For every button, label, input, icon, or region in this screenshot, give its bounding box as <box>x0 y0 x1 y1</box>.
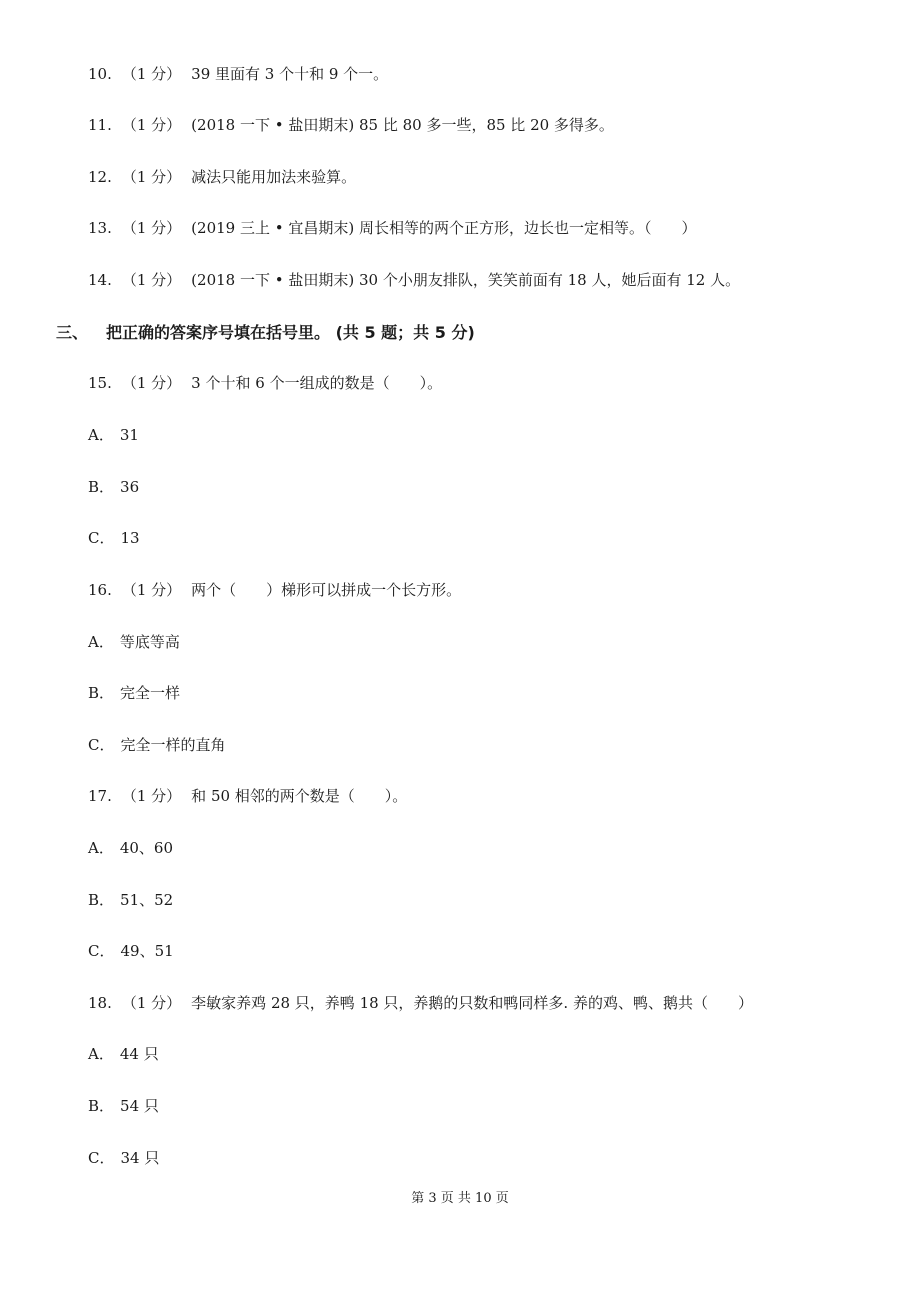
option-16-c <box>88 735 226 755</box>
option-text: 49、51 <box>120 942 174 960</box>
question-14 <box>88 270 740 290</box>
section-heading <box>56 322 475 344</box>
option-letter: A． <box>88 426 114 444</box>
option-letter: A． <box>88 1045 114 1063</box>
option-18-b <box>88 1096 159 1116</box>
option-letter: B． <box>88 1097 115 1115</box>
question-score: （1 分） <box>121 65 182 83</box>
question-number: 13. <box>88 219 112 237</box>
question-score: （1 分） <box>121 219 182 237</box>
question-score: （1 分） <box>121 374 182 392</box>
question-number: 17. <box>88 787 112 805</box>
question-text: (2018 一下 • 盐田期末) 30 个小朋友排队，笑笑前面有 18 人，她后面有 12 人。 <box>191 271 741 289</box>
option-letter: C． <box>88 1149 115 1167</box>
question-text: 减法只能用加法来验算。 <box>191 168 357 186</box>
question-text: (2019 三上 • 宜昌期末) 周长相等的两个正方形，边长也一定相等。（ ） <box>191 219 697 237</box>
question-text: 两个（ ）梯形可以拼成一个长方形。 <box>191 581 462 599</box>
option-15-a <box>88 425 139 445</box>
option-17-a <box>88 838 173 858</box>
question-number: 11. <box>88 116 112 134</box>
question-12 <box>88 167 356 187</box>
option-17-b <box>88 890 173 910</box>
option-letter: C． <box>88 942 115 960</box>
option-18-a <box>88 1044 159 1064</box>
option-letter: B． <box>88 478 115 496</box>
question-score: （1 分） <box>121 787 182 805</box>
question-score: （1 分） <box>121 168 182 186</box>
question-10 <box>88 64 388 84</box>
question-number: 10. <box>88 65 112 83</box>
question-text: 和 50 相邻的两个数是（ ）。 <box>191 787 408 805</box>
section-number: 三、 <box>56 323 89 342</box>
option-18-c <box>88 1148 159 1168</box>
question-number: 14. <box>88 271 112 289</box>
question-text: 39 里面有 3 个十和 9 个一。 <box>191 65 389 83</box>
option-letter: A． <box>88 633 114 651</box>
question-number: 18. <box>88 994 112 1012</box>
question-number: 15. <box>88 374 112 392</box>
question-text: (2018 一下 • 盐田期末) 85 比 80 多一些，85 比 20 多得多。 <box>191 116 614 134</box>
option-letter: C． <box>88 529 115 547</box>
question-18 <box>88 993 753 1013</box>
option-letter: B． <box>88 891 115 909</box>
question-number: 12. <box>88 168 112 186</box>
option-text: 31 <box>119 426 139 444</box>
question-text: 3 个十和 6 个一组成的数是（ ）。 <box>191 374 443 392</box>
option-letter: A． <box>88 839 114 857</box>
question-16 <box>88 580 461 600</box>
section-title: 把正确的答案序号填在括号里。 (共 5 题；共 5 分) <box>106 323 475 342</box>
question-17 <box>88 786 407 806</box>
option-text: 完全一样 <box>120 684 181 702</box>
question-score: （1 分） <box>121 116 182 134</box>
option-text: 完全一样的直角 <box>120 736 226 754</box>
option-15-c <box>88 528 140 548</box>
option-16-a <box>88 632 180 652</box>
option-text: 等底等高 <box>119 633 180 651</box>
option-text: 44 只 <box>119 1045 159 1063</box>
question-text: 李敏家养鸡 28 只，养鸭 18 只，养鹅的只数和鸭同样多. 养的鸡、鸭、鹅共（ ） <box>191 994 753 1012</box>
question-11 <box>88 115 614 135</box>
option-17-c <box>88 941 174 961</box>
option-16-b <box>88 683 180 703</box>
option-text: 13 <box>120 529 140 547</box>
question-13 <box>88 218 696 238</box>
option-text: 54 只 <box>120 1097 159 1115</box>
page-footer: 第 3 页 共 10 页 <box>411 1191 509 1206</box>
question-score: （1 分） <box>121 271 182 289</box>
question-score: （1 分） <box>121 994 182 1012</box>
option-text: 36 <box>120 478 140 496</box>
question-score: （1 分） <box>121 581 182 599</box>
option-text: 40、60 <box>119 839 174 857</box>
option-text: 51、52 <box>120 891 174 909</box>
option-letter: C． <box>88 736 115 754</box>
option-letter: B． <box>88 684 115 702</box>
option-text: 34 只 <box>120 1149 160 1167</box>
option-15-b <box>88 477 139 497</box>
question-number: 16. <box>88 581 112 599</box>
question-15 <box>88 373 442 393</box>
